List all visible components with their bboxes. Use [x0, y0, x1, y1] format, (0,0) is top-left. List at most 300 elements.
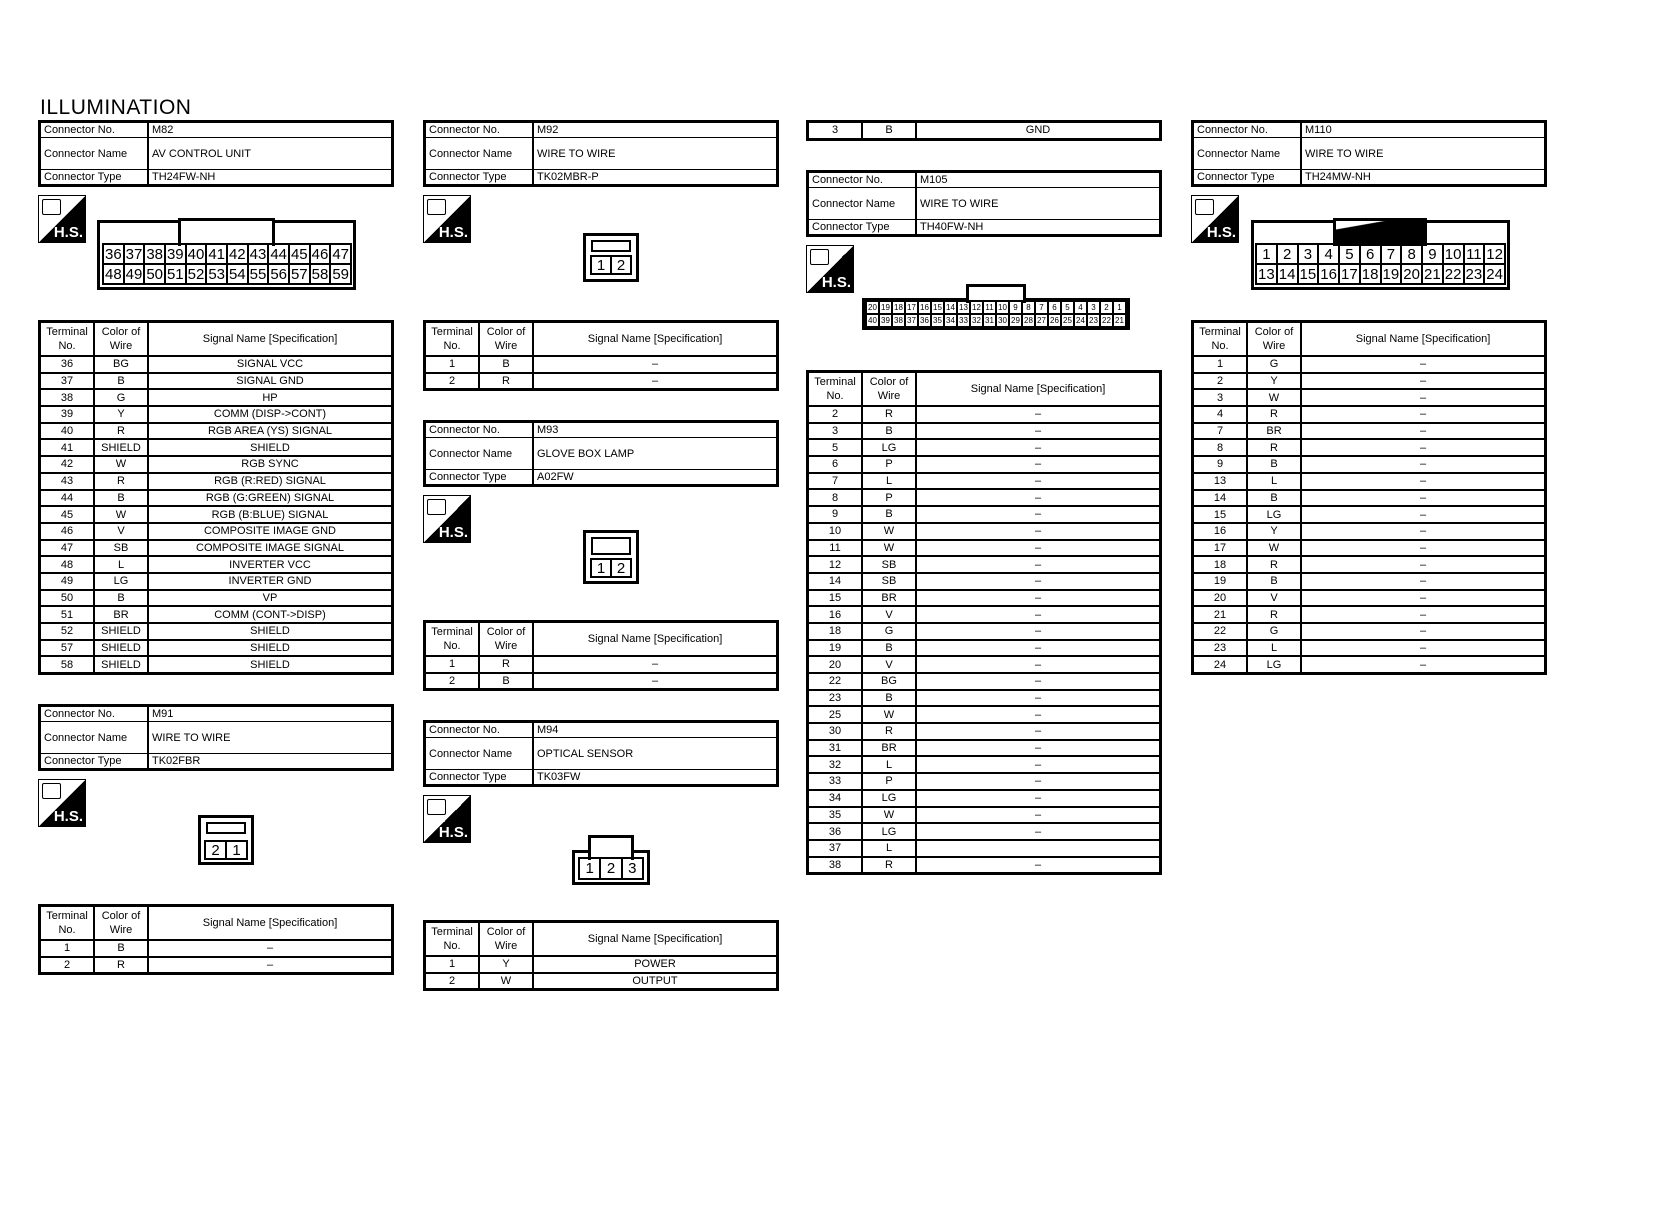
signal-name: –: [1301, 590, 1546, 607]
connector-glyph-icon: [427, 499, 446, 515]
table-row: [425, 356, 778, 373]
pin-cell: 21: [1113, 314, 1126, 327]
connector-no-label: Connector No.: [425, 122, 534, 138]
signal-name: –: [1301, 406, 1546, 423]
connector-type-label: Connector Type: [425, 770, 534, 786]
signal-name: COMM (CONT->DISP): [148, 606, 393, 623]
terminal-no: 20: [1193, 590, 1248, 607]
terminal-no: 42: [40, 456, 95, 473]
color-of-wire-header: Color of Wire: [94, 906, 148, 941]
table-row: [40, 590, 393, 607]
table-row: [808, 573, 1161, 590]
signal-name: SHIELD: [148, 623, 393, 640]
signal-name: –: [916, 439, 1161, 456]
wire-color: P: [862, 456, 916, 473]
signal-name: –: [916, 573, 1161, 590]
terminal-no-header: Terminal No.: [425, 322, 480, 357]
wire-color: B: [862, 640, 916, 657]
wire-color: B: [94, 373, 148, 390]
table-row: [40, 423, 393, 440]
table-header-row: [40, 322, 393, 357]
signal-name: –: [916, 473, 1161, 490]
wire-color: L: [1247, 473, 1301, 490]
connector-name-value: OPTICAL SENSOR: [533, 738, 778, 770]
pin-cell: 6: [1048, 301, 1061, 314]
table-row: [425, 973, 778, 990]
pin-cell: 23: [1464, 264, 1485, 284]
wire-color: R: [1247, 439, 1301, 456]
signal-name: –: [533, 656, 778, 673]
pin-cell: 8: [1022, 301, 1035, 314]
pin-cell: 2: [1100, 301, 1113, 314]
pin-cell: 55: [249, 265, 267, 283]
table-header-row: [40, 906, 393, 941]
pin-cell: 56: [270, 265, 287, 283]
table-row: [808, 406, 1161, 423]
signal-name-header: Signal Name [Specification]: [148, 322, 393, 357]
wire-color: R: [94, 473, 148, 490]
terminal-no: 15: [808, 590, 863, 607]
table-row: [1193, 456, 1546, 473]
table-row: [425, 956, 778, 973]
signal-name: –: [916, 823, 1161, 840]
wire-color: V: [862, 656, 916, 673]
wire-color: L: [862, 756, 916, 773]
table-row: [808, 790, 1161, 807]
table-row: [808, 840, 1161, 857]
pin-cell: 1: [226, 841, 247, 859]
signal-name: VP: [148, 590, 393, 607]
table-row: [808, 456, 1161, 473]
wire-color: W: [862, 706, 916, 723]
terminal-no: 18: [1193, 556, 1248, 573]
pin-cell: 14: [1277, 264, 1298, 284]
connector-no-label: Connector No.: [425, 422, 534, 438]
connector-info-table: [806, 170, 1162, 237]
terminal-no: 2: [425, 973, 480, 990]
signal-name: –: [1301, 540, 1546, 557]
connector-type-value: TH24MW-NH: [1301, 170, 1546, 186]
pin-cell: 41: [208, 245, 225, 263]
table-row: [40, 640, 393, 657]
signal-name: –: [1301, 640, 1546, 657]
wire-color: BR: [862, 740, 916, 757]
table-row: [808, 590, 1161, 607]
pin-cell: 2: [611, 559, 631, 577]
table-row: [1193, 640, 1546, 657]
terminal-no: 2: [40, 957, 95, 974]
signal-name: –: [1301, 356, 1546, 373]
pin-cell: 50: [146, 265, 163, 283]
table-row: [40, 389, 393, 406]
wire-color: R: [862, 723, 916, 740]
connector-name-row: [425, 138, 778, 170]
signal-name: –: [916, 489, 1161, 506]
connector-name-row: [40, 138, 393, 170]
terminal-no: 16: [1193, 523, 1248, 540]
terminal-no-header: Terminal No.: [425, 922, 480, 957]
table-row: [1193, 623, 1546, 640]
table-row: [40, 540, 393, 557]
wire-color: V: [862, 606, 916, 623]
terminal-no: 58: [40, 656, 95, 673]
wire-color: L: [862, 473, 916, 490]
harness-side-icon: [423, 795, 471, 843]
connector-no-row: [40, 706, 393, 722]
pin-cell: 47: [332, 245, 349, 263]
pin-cell: 43: [249, 245, 267, 263]
table-row: [1193, 573, 1546, 590]
pin-cell: 12: [1484, 244, 1505, 264]
connector-info-table: [38, 120, 394, 187]
signal-name: –: [916, 623, 1161, 640]
connector-no-row: [425, 122, 778, 138]
wire-color: SHIELD: [94, 439, 148, 456]
connector-info-table: [423, 420, 779, 487]
terminal-no: 13: [1193, 473, 1248, 490]
signal-name: –: [1301, 456, 1546, 473]
table-row: [808, 506, 1161, 523]
table-row: [425, 373, 778, 390]
table-row: [40, 456, 393, 473]
connector-no-value: M110: [1301, 122, 1546, 138]
wire-color: Y: [1247, 523, 1301, 540]
connector-type-row: [425, 770, 778, 786]
connector-no-row: [808, 172, 1161, 188]
wire-color: Y: [94, 406, 148, 423]
terminal-no: 34: [808, 790, 863, 807]
connector-name-label: Connector Name: [425, 438, 534, 470]
table-row: [808, 756, 1161, 773]
signal-name: –: [533, 373, 778, 390]
table-row: [808, 656, 1161, 673]
pin-cell: 29: [1009, 314, 1022, 327]
table-header-row: [1193, 322, 1546, 357]
wire-color: LG: [862, 439, 916, 456]
pin-cell: 16: [918, 301, 931, 314]
pin-cell: 57: [290, 265, 308, 283]
connector-type-row: [808, 220, 1161, 236]
wire-color: R: [94, 957, 148, 974]
wire-color: BR: [94, 606, 148, 623]
color-of-wire-header: Color of Wire: [1247, 322, 1301, 357]
terminal-no: 16: [808, 606, 863, 623]
connector-no-row: [425, 422, 778, 438]
terminal-no: 2: [808, 406, 863, 423]
pin-grid: [590, 558, 632, 578]
pin-cell: 36: [104, 245, 122, 263]
connector-no-row: [1193, 122, 1546, 138]
terminal-no: 5: [808, 439, 863, 456]
signal-name: HP: [148, 389, 393, 406]
wire-color: B: [1247, 490, 1301, 507]
signal-name: INVERTER GND: [148, 573, 393, 590]
connector-type-label: Connector Type: [40, 754, 149, 770]
terminal-no: 40: [40, 423, 95, 440]
terminal-no: 41: [40, 439, 95, 456]
terminal-no: 37: [808, 840, 863, 857]
connector-no-value: M82: [148, 122, 393, 138]
table-row: [1193, 356, 1546, 373]
pin-cell: 52: [187, 265, 205, 283]
connector-key-slot: [591, 537, 631, 555]
connector-info-table: [423, 720, 779, 787]
terminal-no: 44: [40, 490, 95, 507]
terminal-no: 38: [808, 857, 863, 874]
signal-name: –: [1301, 506, 1546, 523]
signal-name: SIGNAL GND: [148, 373, 393, 390]
table-row: [808, 823, 1161, 840]
wire-color: L: [862, 840, 916, 857]
connector-no-row: [40, 122, 393, 138]
connector-no-value: M94: [533, 722, 778, 738]
table-row: [40, 606, 393, 623]
pin-cell: 51: [166, 265, 184, 283]
pin-cell: 48: [104, 265, 122, 283]
connector-type-value: TH40FW-NH: [916, 220, 1161, 236]
table-row: [1193, 523, 1546, 540]
table-row: [40, 373, 393, 390]
pin-grid: [865, 300, 1127, 328]
terminal-no: 3: [1193, 389, 1248, 406]
pin-grid: [1255, 243, 1506, 285]
signal-name: COMPOSITE IMAGE GND: [148, 523, 393, 540]
terminal-no: 20: [808, 656, 863, 673]
terminal-no: 1: [425, 356, 480, 373]
hs-label: H.S.: [53, 224, 83, 241]
table-row: [1193, 439, 1546, 456]
connector-no-value: M92: [533, 122, 778, 138]
terminal-no: 9: [808, 506, 863, 523]
pin-cell: 7: [1381, 244, 1402, 264]
connector-name-value: AV CONTROL UNIT: [148, 138, 393, 170]
wire-color: W: [94, 506, 148, 523]
pin-cell: 30: [996, 314, 1009, 327]
connector-type-row: [425, 470, 778, 486]
wire-color: B: [1247, 573, 1301, 590]
wire-color: G: [1247, 623, 1301, 640]
connector-latch: [178, 218, 275, 246]
pin-cell: 17: [905, 301, 918, 314]
connector-name-value: WIRE TO WIRE: [916, 188, 1161, 220]
table-row: [1193, 423, 1546, 440]
connector-type-value: TH24FW-NH: [148, 170, 393, 186]
wire-color: W: [1247, 389, 1301, 406]
connector-name-label: Connector Name: [425, 738, 534, 770]
terminal-table: [423, 920, 779, 991]
connector-glyph-icon: [42, 199, 61, 215]
connector-name-label: Connector Name: [40, 722, 149, 754]
table-row: [1193, 490, 1546, 507]
wire-color: L: [94, 556, 148, 573]
table-row: [808, 523, 1161, 540]
signal-name: –: [916, 523, 1161, 540]
wire-color: B: [862, 690, 916, 707]
table-header-row: [808, 372, 1161, 407]
signal-name: –: [1301, 656, 1546, 673]
signal-name: –: [1301, 389, 1546, 406]
terminal-no: 18: [808, 623, 863, 640]
signal-name: [916, 840, 1161, 857]
connector-no-label: Connector No.: [1193, 122, 1302, 138]
pin-cell: 28: [1022, 314, 1035, 327]
signal-name: COMM (DISP->CONT): [148, 406, 393, 423]
connector-type-label: Connector Type: [1193, 170, 1302, 186]
terminal-no: 9: [1193, 456, 1248, 473]
terminal-no: 17: [1193, 540, 1248, 557]
terminal-no: 46: [40, 523, 95, 540]
pin-cell: 40: [866, 314, 879, 327]
signal-name-header: Signal Name [Specification]: [916, 372, 1161, 407]
wire-color: P: [862, 489, 916, 506]
terminal-no: 8: [808, 489, 863, 506]
terminal-no: 45: [40, 506, 95, 523]
terminal-no-header: Terminal No.: [40, 322, 95, 357]
pin-cell: 13: [1256, 264, 1277, 284]
wire-color: LG: [862, 823, 916, 840]
connector-glyph-icon: [42, 783, 61, 799]
signal-name: –: [1301, 606, 1546, 623]
terminal-no: 51: [40, 606, 95, 623]
wire-color: W: [862, 807, 916, 824]
pin-grid: [102, 243, 352, 285]
signal-name: –: [916, 423, 1161, 440]
signal-name: INVERTER VCC: [148, 556, 393, 573]
terminal-no: 31: [808, 740, 863, 757]
wire-color: SHIELD: [94, 640, 148, 657]
connector-type-row: [40, 754, 393, 770]
connector-name-label: Connector Name: [40, 138, 149, 170]
pin-grid: [578, 857, 644, 880]
terminal-no: 19: [808, 640, 863, 657]
signal-name-header: Signal Name [Specification]: [148, 906, 393, 941]
terminal-no: 19: [1193, 573, 1248, 590]
wire-color: W: [479, 973, 533, 990]
signal-name: RGB (R:RED) SIGNAL: [148, 473, 393, 490]
terminal-no: 2: [425, 673, 480, 690]
table-row: [40, 506, 393, 523]
pin-cell: 3: [1087, 301, 1100, 314]
signal-name: SHIELD: [148, 640, 393, 657]
table-row: [1193, 590, 1546, 607]
terminal-table: [1191, 320, 1547, 675]
signal-name: –: [916, 673, 1161, 690]
terminal-no: 10: [808, 523, 863, 540]
pin-cell: 11: [1464, 244, 1485, 264]
connector-no-value: M93: [533, 422, 778, 438]
signal-name: –: [1301, 556, 1546, 573]
pin-cell: 4: [1318, 244, 1339, 264]
terminal-table: [423, 320, 779, 391]
wire-color: V: [94, 523, 148, 540]
pin-cell: 32: [970, 314, 983, 327]
signal-name: –: [1301, 423, 1546, 440]
pin-cell: 35: [931, 314, 944, 327]
pin-cell: 53: [208, 265, 225, 283]
pin-cell: 3: [1298, 244, 1319, 264]
signal-name: –: [533, 673, 778, 690]
connector-type-label: Connector Type: [40, 170, 149, 186]
terminal-no: 14: [808, 573, 863, 590]
pin-cell: 38: [146, 245, 163, 263]
table-row: [40, 623, 393, 640]
terminal-no: 24: [1193, 656, 1248, 673]
table-row: [1193, 506, 1546, 523]
wire-color: R: [1247, 606, 1301, 623]
wire-color: SB: [862, 573, 916, 590]
terminal-no: 7: [808, 473, 863, 490]
pin-cell: 22: [1443, 264, 1464, 284]
pin-cell: 18: [1360, 264, 1381, 284]
table-row: [40, 940, 393, 957]
connector-name-label: Connector Name: [425, 138, 534, 170]
pin-cell: 36: [918, 314, 931, 327]
pin-cell: 16: [1318, 264, 1339, 284]
wire-color: P: [862, 773, 916, 790]
terminal-no: 37: [40, 373, 95, 390]
pin-cell: 54: [228, 265, 246, 283]
terminal-no: 8: [1193, 439, 1248, 456]
pin-cell: 11: [983, 301, 996, 314]
signal-name: –: [916, 656, 1161, 673]
color-of-wire-header: Color of Wire: [479, 322, 533, 357]
pin-cell: 1: [1256, 244, 1277, 264]
signal-name: RGB SYNC: [148, 456, 393, 473]
harness-side-icon: [423, 495, 471, 543]
wire-color: Y: [479, 956, 533, 973]
connector-type-row: [1193, 170, 1546, 186]
connector-no-value: M105: [916, 172, 1161, 188]
wire-color: SB: [94, 540, 148, 557]
table-header-row: [425, 922, 778, 957]
pin-cell: 22: [1100, 314, 1113, 327]
wire-color: R: [479, 656, 533, 673]
table-row: [40, 523, 393, 540]
color-of-wire-header: Color of Wire: [862, 372, 916, 407]
wire-color: BR: [1247, 423, 1301, 440]
harness-side-icon: [423, 195, 471, 243]
table-row: [808, 423, 1161, 440]
terminal-no: 39: [40, 406, 95, 423]
table-row: [808, 773, 1161, 790]
wire-color: G: [94, 389, 148, 406]
pin-cell: 34: [944, 314, 957, 327]
signal-name: –: [916, 506, 1161, 523]
terminal-no: 15: [1193, 506, 1248, 523]
pin-cell: 23: [1087, 314, 1100, 327]
table-row: [1193, 556, 1546, 573]
wire-color: V: [1247, 590, 1301, 607]
terminal-no: 22: [1193, 623, 1248, 640]
terminal-no: 47: [40, 540, 95, 557]
pin-cell: 2: [1277, 244, 1298, 264]
pin-cell: 9: [1009, 301, 1022, 314]
wire-color: R: [862, 406, 916, 423]
connector-key-slot: [206, 822, 246, 834]
connector-type-label: Connector Type: [425, 470, 534, 486]
connector-key-slot: [591, 240, 631, 252]
terminal-no: 52: [40, 623, 95, 640]
terminal-table: [38, 320, 394, 675]
pin-cell: 1: [591, 559, 611, 577]
wire-color: R: [1247, 406, 1301, 423]
wire-color: B: [94, 490, 148, 507]
signal-name: –: [1301, 490, 1546, 507]
wire-color: BR: [862, 590, 916, 607]
table-row: [1193, 373, 1546, 390]
page-title: ILLUMINATION: [40, 96, 192, 119]
table-header-row: [425, 622, 778, 657]
